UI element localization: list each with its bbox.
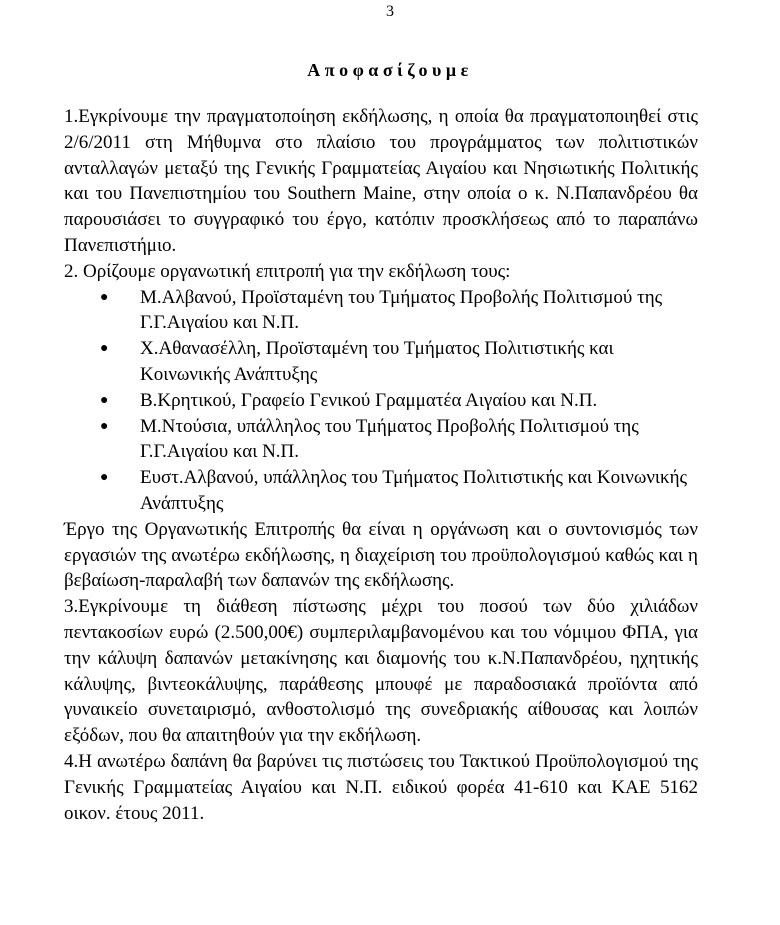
- member-text: Χ.Αθανασέλλη, Προϊσταμένη του Τμήματος Πολιτιστικής και Κοινωνικής Ανάπτυξης: [140, 338, 614, 385]
- committee-member: [100, 285, 688, 337]
- item-3-paragraph: 3.Εγκρίνουμε τη διάθεση πίστωσης μέχρι του ποσού των δύο χιλιάδων πεντακοσίων ευρώ (2.500,00€) συμπεριλαμβανομένου και του νόμιμου ΦΠΑ, για την κάλυψη δαπανών μετακίνησης και διαμονής του κ.Ν.Παπανδρέου, ηχητικής κάλυψης, βιντεοκάλυψης, παράθεσης μπουφέ με παραδοσιακά προϊόντα από γυναικείο συνεταιρισμό, ανθοστολισμό της συνεδριακής αίθουσας και λοιπών εξόδων, που θα απαιτηθούν για την εκδήλωση.: [64, 596, 698, 747]
- document-body: [64, 104, 698, 826]
- bullet-icon: ●: [100, 392, 109, 408]
- member-text: Μ.Ντούσια, υπάλληλος του Τμήματος Προβολής Πολιτισμού της Γ.Γ.Αιγαίου και Ν.Π.: [140, 415, 639, 463]
- committee-member: [100, 465, 688, 517]
- item-1-paragraph: 1.Εγκρίνουμε την πραγματοποίηση εκδήλωσης, η οποία θα πραγματοποιηθεί στις 2/6/2011 στη Μήθυμνα στο πλαίσιο του προγράμματος των πολιτιστικών ανταλλαγών μεταξύ της Γενικής Γραμματείας Αιγαίου και Νησιωτικής Πολιτικής και του Πανεπιστημίου του Southern Maine, στην οποία ο κ. Ν.Παπανδρέου θα παρουσιάσει το συγγραφικό του έργο, κατόπιν προσκλήσεως από το παραπάνω Πανεπιστήμιο.: [64, 106, 698, 256]
- member-text: Ευστ.Αλβανού, υπάλληλος του Τμήματος Πολιτιστικής και Κοινωνικής Ανάπτυξης: [140, 467, 688, 514]
- bullet-icon: ●: [100, 418, 109, 434]
- page-number: 3: [386, 3, 394, 20]
- committee-members-list: [64, 285, 698, 517]
- item-4-paragraph: 4.Η ανωτέρω δαπάνη θα βαρύνει τις πιστώσεις του Τακτικού Προϋπολογισμού της Γενικής Γραμματείας Αιγαίου και Ν.Π. ειδικού φορέα 41-610 και ΚΑΕ 5162 οικον. έτους 2011.: [64, 750, 698, 824]
- member-text: Μ.Αλβανού, Προϊσταμένη του Τμήματος Προβολής Πολιτισμού της Γ.Γ.Αιγαίου και Ν.Π.: [140, 286, 663, 334]
- bullet-icon: ●: [100, 470, 109, 486]
- bullet-icon: ●: [100, 341, 109, 357]
- item-2-lead: 2. Ορίζουμε οργανωτική επιτροπή για την εκδήλωση τους:: [64, 260, 511, 282]
- bullet-icon: ●: [100, 289, 109, 305]
- committee-task-paragraph: Έργο της Οργανωτικής Επιτροπής θα είναι η οργάνωση και ο συντονισμός των εργασιών της ανωτέρω εκδήλωσης, η διαχείριση του προϋπολογισμού καθώς και η βεβαίωση-παραλαβή των δαπανών της εκδήλωσης.: [64, 518, 698, 592]
- committee-member: [100, 414, 688, 466]
- committee-member: [100, 388, 688, 414]
- decision-heading: Αποφασίζουμε: [307, 60, 473, 80]
- committee-member: [100, 336, 688, 388]
- member-text: Β.Κρητικού, Γραφείο Γενικού Γραμματέα Αιγαίου και Ν.Π.: [140, 389, 598, 411]
